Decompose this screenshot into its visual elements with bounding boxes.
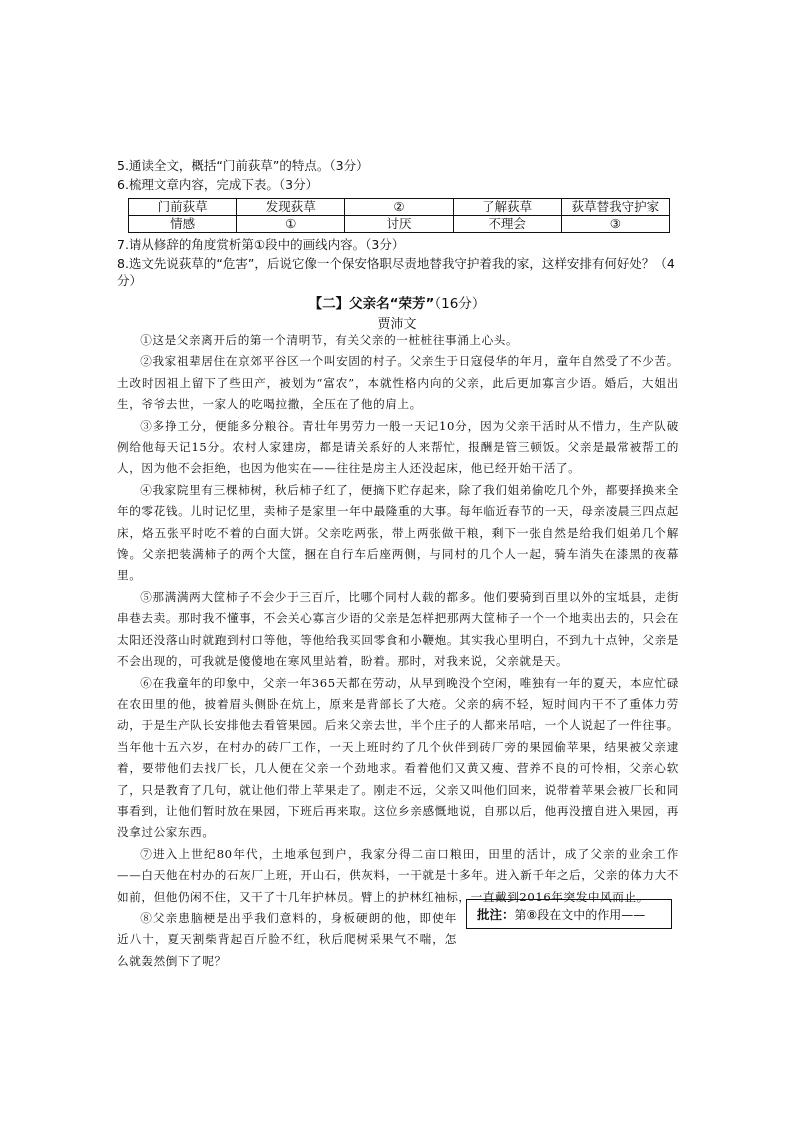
- table-cell: 荻草替我守护家: [561, 199, 669, 216]
- paragraph-4: ④我家院里有三棵柿树，秋后柿子红了，便摘下贮存起来，除了我们姐弟偷吃几个外，都要择换来全年的零花钱。儿时记忆里，卖柿子是家里一年中最隆重的大事。每年临近春节的一天，母亲凌晨三四点起床，烙五张平时吃不着的白面大饼。父亲吃两张，带上两张做干粮，剩下一张自然是给我们姐弟几个解馋。父亲把装满柿子的两个大筐，捆在自行车后座两侧，与同村的几个人一起，骑车消失在漆黑的夜幕里。: [117, 482, 679, 583]
- paragraph-3: ③多挣工分，便能多分粮谷。青壮年男劳力一般一天记10分，因为父亲干活时从不惜力，生产队破例给他每天记15分。农村人家建房，都是请关系好的人来帮忙，报酬是管三顿饭。父亲是最常被帮工的人，因为他不会拒绝，也因为他实在——往往是房主人还没起床，他已经开始干活了。: [117, 418, 679, 476]
- author: 贾沛文: [377, 317, 417, 332]
- paragraph-5: ⑤那满满两大筐柿子不会少于三百斤，比哪个同村人载的都多。他们要骑到百里以外的宝坻县，走街串巷去卖。那时我不懂事，不会关心寡言少语的父亲是怎样把那两大筐柿子一个一个地卖出去的，只会在太阳还没落山时就跑到村口等他，等他给我买回零食和小鞭炮。其实我心里明白，不到九十点钟，父亲是不会出现的，可我就是傻傻地在寒风里站着，盼着。那时，对我来说，父亲就是天。: [117, 589, 679, 669]
- question-6: 6.梳理文章内容，完成下表。（3分）: [117, 177, 319, 192]
- question-8: 8.选文先说荻草的“危害”，后说它像一个保安恪职尽责地替我守护着我的家，这样安排有何好处？（4分）: [117, 256, 675, 288]
- section-score: （16分）: [434, 296, 486, 312]
- table-cell: 发现荻草: [237, 199, 345, 216]
- table-cell: ①: [237, 216, 345, 233]
- table-row: [129, 216, 670, 233]
- table-cell: ③: [561, 216, 669, 233]
- question-7: 7.请从修辞的角度赏析第①段中的画线内容。（3分）: [117, 237, 405, 252]
- paragraph-2: ②我家祖辈居住在京郊平谷区一个叫安固的村子。父亲生于日寇侵华的年月，童年自然受了不少苦。土改时因祖上留下了些田产，被划为“富农”，本就性格内向的父亲，此后更加寡言少语。婚后，大姐出生，爷爷去世，一家人的吃喝拉撒，全压在了他的肩上。: [117, 354, 679, 412]
- table-cell: 情感: [129, 216, 237, 233]
- table-row: [129, 199, 670, 216]
- table-cell: ②: [345, 199, 453, 216]
- annotation-box: [466, 899, 672, 929]
- paragraph-7: ⑦进入上世纪80年代，土地承包到户，我家分得二亩口粮田，田里的活计，成了父亲的业余工作——白天他在村办的石灰厂上班，开山石，供灰料，一干就是十多年。进入新千年之后，父亲的体力大不如前，但他仍闲不住，又干了十几年护林员。臂上的护林红袖标，一直戴到2016年突发中风而止。: [117, 846, 679, 904]
- section-title: [0, 292, 794, 312]
- question-5: 5.通读全文，概括“门前荻草”的特点。（3分）: [117, 158, 369, 173]
- annotation-text: 第⑧段在文中的作用——: [514, 908, 646, 922]
- table-cell: 不理会: [453, 216, 561, 233]
- annotation-label: 批注：: [477, 907, 515, 922]
- paragraph-8: ⑧父亲患脑梗是出乎我们意料的，身板硬朗的他，即使年近八十，夏天割柴背起百斤脸不红，秋后爬树采果气不喘，怎么就轰然倒下了呢？: [117, 910, 457, 968]
- paragraph-1: ①这是父亲离开后的第一个清明节，有关父亲的一桩桩往事涌上心头。: [140, 333, 519, 347]
- table-cell: 门前荻草: [129, 199, 237, 216]
- summary-table: [128, 198, 670, 233]
- section-title-text: 【二】父亲名“荣芳”: [308, 296, 435, 312]
- table-cell: 讨厌: [345, 216, 453, 233]
- table-cell: 了解荻草: [453, 199, 561, 216]
- article-body: [117, 330, 679, 972]
- paragraph-6: ⑥在我童年的印象中，父亲一年365天都在劳动，从早到晚没个空闲，唯独有一年的夏天，本应忙碌在农田里的他，披着眉头侧卧在炕上，原来是背部长了大疮。父亲的病不轻，短时间内干不了重体力劳动，于是生产队长安排他去看管果园。后来父亲去世，半个庄子的人都来吊唁，一个人说起了一件往事。当年他十五六岁，在村办的砖厂工作，一天上班时约了几个伙伴到砖厂旁的果园偷苹果，结果被父亲逮着，要带他们去找厂长，几人便在父亲一个劲地求。看着他们又黄又瘦、营养不良的可怜相，父亲心软了，只是教育了几句，就让他们带上苹果走了。刚走不远，父亲又叫他们回来，说带着苹果会被厂长和同事看到，让他们暂时放在果园，下班后再来取。这位乡亲感慨地说，自那以后，他再没擅自进入果园，再没拿过公家东西。: [117, 675, 679, 840]
